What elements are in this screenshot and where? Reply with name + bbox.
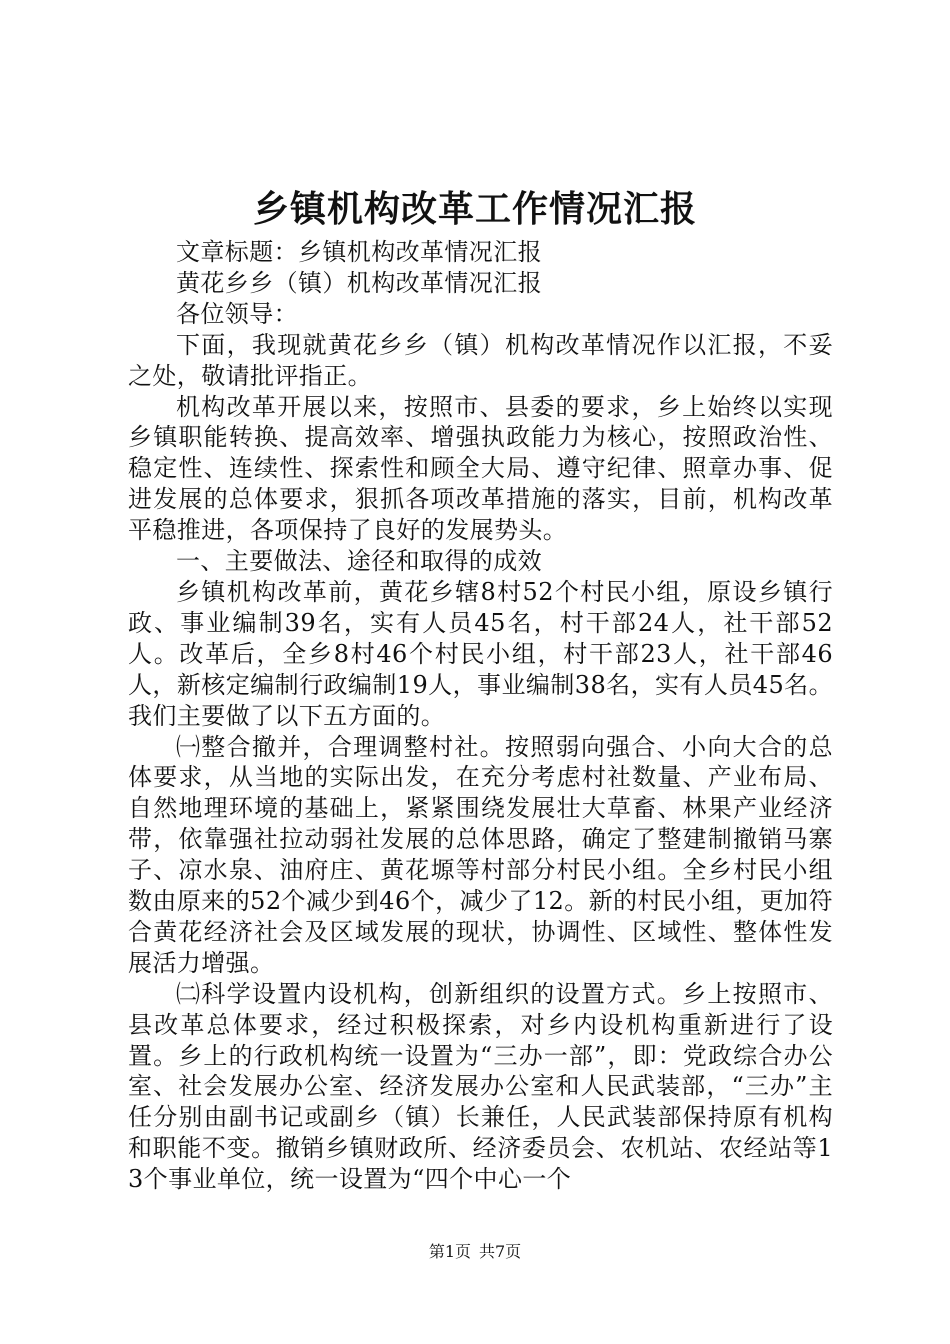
section-heading-1: 一、主要做法、途径和取得的成效	[176, 547, 542, 576]
paragraph-report-heading: 黄花乡乡（镇）机构改革情况汇报	[176, 268, 542, 297]
paragraph-overview: 机构改革开展以来，按照市、县委的要求，乡上始终以实现乡镇职能转换、提高效率、增强执政能力为核心，按照政治性、稳定性、连续性、探索性和顾全大局、遵守纪律、照章办事、促进发展的总体要求，狠抓各项改革措施的落实，目前，机构改革平稳推进，各项保持了良好的发展势头。	[128, 392, 833, 545]
paragraph-item-2: ㈡科学设置内设机构，创新组织的设置方式。乡上按照市、县改革总体要求，经过积极探索，对乡内设机构重新进行了设置。乡上的行政机构统一设置为“三办一部”，即：党政综合办公室、社会发展办公室、经济发展办公室和人民武装部，“三办”主任分别由副书记或副乡（镇）长兼任，人民武装部保持原有机构和职能不变。撤销乡镇财政所、经济委员会、农机站、农经站等13个事业单位，统一设置为“四个中心一个	[128, 979, 833, 1194]
paragraph-item-1: ㈠整合撤并，合理调整村社。按照弱向强合、小向大合的总体要求，从当地的实际出发，在充分考虑村社数量、产业布局、自然地理环境的基础上，紧紧围绕发展壮大草畜、林果产业经济带，依靠强社拉动弱社发展的总体思路，确定了整建制撤销马寨子、凉水泉、油府庄、黄花塬等村部分村民小组。全乡村民小组数由原来的52个减少到46个，减少了12。新的村民小组，更加符合黄花经济社会及区域发展的现状，协调性、区域性、整体性发展活力增强。	[128, 732, 833, 977]
paragraph-before-after: 乡镇机构改革前，黄花乡辖8村52个村民小组，原设乡镇行政、事业编制39名，实有人员45名，村干部24人，社干部52人。改革后，全乡8村46个村民小组，村干部23人，社干部46人，新核定编制行政编制19人，事业编制38名，实有人员45名。我们主要做了以下五方面的。	[128, 577, 833, 730]
paragraph-article-title: 文章标题：乡镇机构改革情况汇报	[176, 238, 542, 266]
paragraph-salutation: 各位领导：	[176, 299, 298, 328]
page-total: 共7页	[479, 1242, 522, 1261]
page-number: 第1页	[428, 1242, 471, 1261]
paragraph-intro: 下面，我现就黄花乡乡（镇）机构改革情况作以汇报，不妥之处，敬请批评指正。	[128, 330, 833, 390]
document-body	[128, 237, 833, 1195]
page-footer	[0, 1241, 950, 1263]
document-title: 乡镇机构改革工作情况汇报	[252, 188, 697, 230]
